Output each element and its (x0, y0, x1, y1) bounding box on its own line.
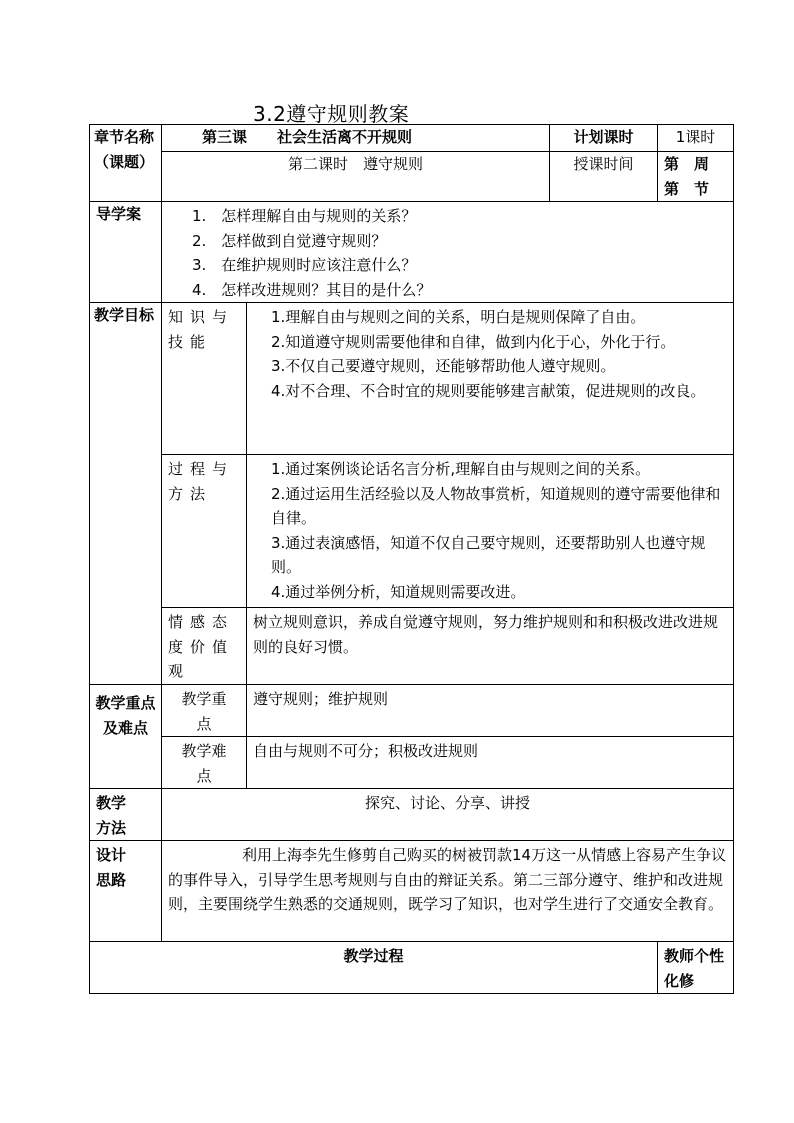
guide-list (162, 202, 734, 303)
emotion-label: 情感态度价值观 (162, 608, 247, 685)
plan-hours-label: 计划课时 (550, 125, 658, 152)
process-item: 1.通过案例谈论话名言分析,理解自由与规则之间的关系。 (271, 460, 651, 478)
knowledge-item: 1.理解自由与规则之间的关系，明白是规则保障了自由。 (271, 308, 646, 326)
difficulty-label: 教学难点 (162, 737, 247, 789)
design-text: 利用上海李先生修剪自己购买的树被罚款14万这一从情感上容易产生争议的事件导入，引导学生思考规则与自由的辩证关系。第二三部分遵守、维护和改进规则，主要围绕学生熟悉的交通规则，既学习了知识，也对学生进行了交通安全教育。 (162, 841, 734, 942)
document-title: 3.2遵守规则教案 (253, 102, 410, 126)
process-section-label: 教学过程 (90, 942, 658, 994)
guide-item: 3. 在维护规则时应该注意什么？ (192, 256, 417, 274)
process-label: 过程与方法 (162, 455, 247, 608)
personal-notes-label: 教师个性化修 (658, 942, 734, 994)
focus-text: 遵守规则；维护规则 (247, 685, 734, 737)
process-item: 4.通过举例分析，知道规则需要改进。 (271, 582, 526, 601)
design-label: 设计思路 (90, 841, 162, 942)
lesson-subtitle: 第二课时 遵守规则 (162, 152, 550, 202)
emotion-text: 树立规则意识，养成自觉遵守规则，努力维护规则和和积极改进改进规则的良好习惯。 (247, 608, 734, 685)
teach-time-value: 第 周 第 节 (658, 152, 734, 202)
knowledge-item: 3.不仅自己要遵守规则，还能够帮助他人遵守规则。 (271, 357, 616, 375)
process-list (247, 455, 734, 608)
knowledge-item: 2.知道遵守规则需要他律和自律，做到内化于心，外化于行。 (271, 332, 676, 351)
chapter-label: 章节名称（课题） (90, 125, 162, 202)
guide-item: 4. 怎样改进规则？其目的是什么？ (192, 280, 432, 299)
knowledge-list (247, 303, 734, 455)
guide-item: 2. 怎样做到自觉遵守规则？ (192, 231, 387, 250)
focus-label: 教学重点 (162, 685, 247, 737)
process-item: 3.通过表演感悟，知道不仅自己要守规则，还要帮助别人也遵守规则。 (271, 533, 706, 576)
method-text: 探究、讨论、分享、讲授 (162, 789, 734, 841)
method-label: 教学方法 (90, 789, 162, 841)
lesson-plan-table (89, 124, 734, 994)
knowledge-label: 知识与技能 (162, 303, 247, 455)
knowledge-item: 4.对不合理、不合时宜的规则要能够建言献策，促进规则的改良。 (271, 381, 706, 400)
teach-time-label: 授课时间 (550, 152, 658, 202)
guide-item: 1. 怎样理解自由与规则的关系？ (192, 207, 417, 225)
difficulty-text: 自由与规则不可分；积极改进规则 (247, 737, 734, 789)
keypoints-label: 教学重点及难点 (90, 685, 162, 789)
objectives-label: 教学目标 (90, 303, 162, 685)
lesson-title: 第三课 社会生活离不开规则 (162, 125, 550, 152)
process-item: 2.通过运用生活经验以及人物故事赏析，知道规则的遵守需要他律和自律。 (271, 484, 721, 527)
guide-label: 导学案 (90, 202, 162, 303)
plan-hours-value: 1课时 (658, 125, 734, 152)
